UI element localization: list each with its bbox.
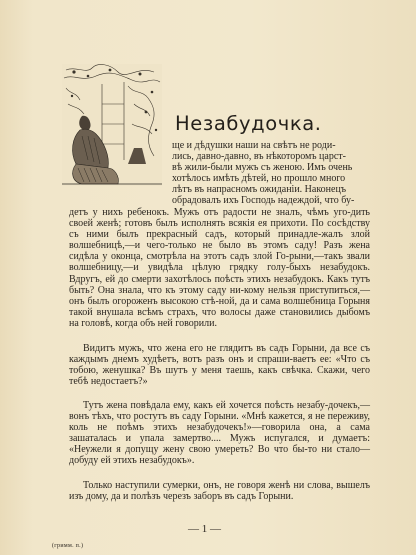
paragraph-text: Тутъ жена повѣдала ему, какъ ей хочется поѣсть незабу-дочекъ,—вонъ тѣхъ, что ростутъ въ саду Горыни. «Мнѣ кажется, я не переживу, коль не поѣмъ этихъ незабудочекъ!»—говорила она, а сама зашаталась и упала замертво.... Мужъ испугался, и думаетъ: «Неужели я допущу жену свою умереть? Во что бы-то ни стало—добуду ей этихъ незабудокъ». — [69, 400, 370, 467]
text-line: хотѣлось имѣть дѣтей, но прошло много — [172, 173, 346, 184]
chapter-title: Незабудочка. — [175, 112, 322, 135]
text-line: лѣтъ въ напрасномъ ожиданіи. Наконецъ — [172, 184, 346, 195]
paragraph — [69, 207, 370, 329]
paragraph — [69, 343, 370, 387]
text-line: лись, давно-давно, въ нѣкоторомъ царст- — [172, 151, 346, 162]
text-line: вѣ жили-были мужъ съ женою. Имъ очень — [172, 162, 353, 173]
text-line: ще и дѣдушки наши на свѣтъ не роди- — [172, 140, 336, 151]
paragraph-text: детъ у нихъ ребенокъ. Мужъ отъ радости не зналъ, чѣмъ уго-дить своей женѣ; готовъ былъ исполнять всякія ея прихоти. По сосѣдству съ ними былъ прекрасный садъ, который принадле-жалъ злой волшебницѣ,—и чего-только не было въ этомъ саду! Разъ жена сидѣла у оконца, смотрѣла на этотъ садъ злой Го-рыни,—такъ звали волшебницу,—и увидѣла цѣлую грядку голу-быхъ незабудокъ. Вдругъ, ей до смерти захотѣлось поѣсть этихъ незабудокъ. Какъ тутъ быть? Она знала, что къ этому саду ни-кому нельзя приступиться,—онъ былъ огороженъ высокою стѣ-ной, да и сама волшебница Горыня такой внушала всѣмъ страхъ, что волосы даже становились дыбомъ на головѣ, когда объ ней говорили. — [69, 207, 370, 329]
paragraph — [69, 480, 370, 502]
paragraph — [69, 400, 370, 467]
printer-signature: (гримм. п.) — [52, 543, 84, 549]
paragraph-text: Видитъ мужъ, что жена его не глядитъ въ садъ Горыни, да все съ каждымъ днемъ худѣетъ, вотъ разъ онъ и спраши-ваетъ ее: «Что съ тобою, женушка? Въ шутъ у меня таешь, какъ свѣчка. Скажи, чего тебѣ недостаетъ?» — [69, 343, 370, 388]
text-line: обрадовалъ ихъ Господь надеждой, что бу- — [172, 195, 355, 206]
woman-at-window-illustration — [62, 64, 162, 186]
paragraph-text: Только наступили сумерки, онъ, не говоря женѣ ни слова, вышелъ изъ дому, да и полѣзъ черезъ заборъ въ садъ Горыни. — [69, 480, 370, 503]
page-number: — 1 — — [188, 523, 221, 535]
